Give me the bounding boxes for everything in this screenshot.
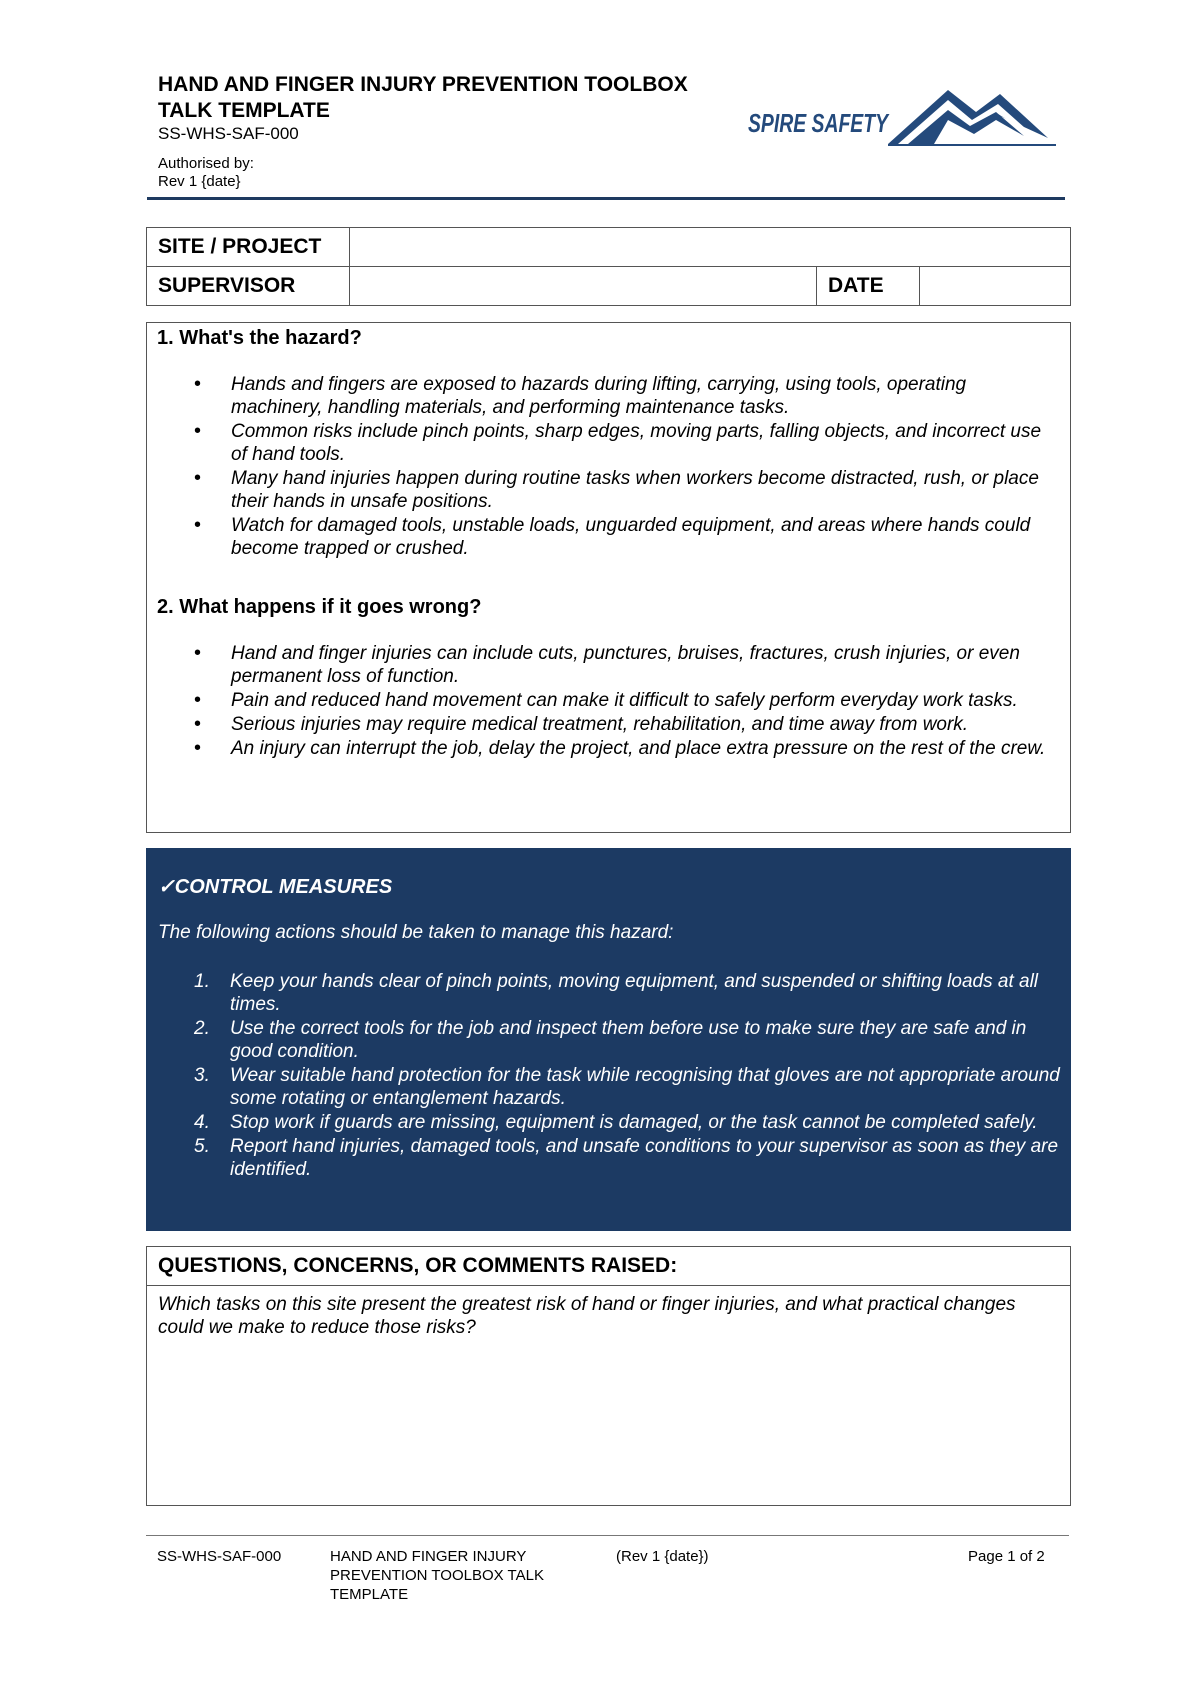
item-text: Report hand injuries, damaged tools, and unsafe conditions to your supervisor as soon as they are identified. bbox=[230, 1136, 1059, 1180]
list-item: • Common risks include pinch points, sharp edges, moving parts, falling objects, and incorrect use of hand tools. bbox=[231, 420, 1070, 466]
hazard-list bbox=[147, 373, 1070, 560]
list-item bbox=[194, 1017, 1060, 1063]
consequence-section bbox=[146, 592, 1071, 833]
control-measures-title: ✓CONTROL MEASURES bbox=[158, 876, 393, 898]
footer-divider bbox=[146, 1535, 1069, 1536]
consequence-list bbox=[147, 642, 1070, 760]
document-header bbox=[158, 72, 1068, 202]
item-number: 5. bbox=[194, 1136, 210, 1157]
list-item: • Serious injuries may require medical treatment, rehabilitation, and time away from work. bbox=[231, 713, 1070, 736]
item-number: 2. bbox=[194, 1018, 210, 1039]
document-title bbox=[158, 72, 758, 124]
header-divider bbox=[147, 197, 1065, 200]
site-project-field[interactable] bbox=[350, 228, 1071, 267]
item-text: Wear suitable hand protection for the task while recognising that gloves are not appropriate around some rotating or entanglement hazards. bbox=[230, 1065, 1060, 1109]
title-line-2: TALK TEMPLATE bbox=[158, 99, 330, 122]
control-measures-intro: The following actions should be taken to manage this hazard: bbox=[158, 922, 674, 943]
hazard-section bbox=[146, 322, 1071, 594]
list-item: • Pain and reduced hand movement can make it difficult to safely perform everyday work tasks. bbox=[231, 689, 1070, 712]
footer-revision: (Rev 1 {date}) bbox=[616, 1548, 709, 1565]
site-row bbox=[147, 228, 1071, 267]
item-number: 3. bbox=[194, 1065, 210, 1086]
list-item: • Hand and finger injuries can include cuts, punctures, bruises, fractures, crush injuries, or even permanent loss of function. bbox=[231, 642, 1070, 688]
list-item bbox=[194, 1111, 1060, 1134]
site-info-table bbox=[146, 227, 1071, 306]
list-item: • An injury can interrupt the job, delay the project, and place extra pressure on the rest of the crew. bbox=[231, 737, 1070, 760]
authorisation-block bbox=[158, 155, 254, 191]
supervisor-row bbox=[147, 267, 1071, 306]
control-measures-panel bbox=[146, 848, 1071, 1231]
questions-prompt[interactable]: Which tasks on this site present the greatest risk of hand or finger injuries, and what practical changes could we make to reduce those risks? bbox=[158, 1294, 1016, 1338]
questions-section bbox=[146, 1246, 1071, 1506]
hazard-heading: 1. What's the hazard? bbox=[157, 327, 362, 349]
item-text: Stop work if guards are missing, equipment is damaged, or the task cannot be completed safely. bbox=[230, 1112, 1038, 1133]
authorised-by: Authorised by: bbox=[158, 155, 254, 172]
questions-heading: QUESTIONS, CONCERNS, OR COMMENTS RAISED: bbox=[147, 1247, 1070, 1286]
site-project-label: SITE / PROJECT bbox=[147, 228, 350, 267]
consequence-heading: 2. What happens if it goes wrong? bbox=[157, 596, 482, 618]
list-item bbox=[194, 1064, 1060, 1110]
item-number: 4. bbox=[194, 1112, 210, 1133]
revision: Rev 1 {date} bbox=[158, 173, 241, 190]
control-measures-list bbox=[146, 970, 1060, 1182]
footer-code: SS-WHS-SAF-000 bbox=[157, 1548, 282, 1565]
list-item: • Watch for damaged tools, unstable loads, unguarded equipment, and areas where hands could become trapped or crushed. bbox=[231, 514, 1070, 560]
list-item: • Many hand injuries happen during routine tasks when workers become distracted, rush, or place their hands in unsafe positions. bbox=[231, 467, 1070, 513]
list-item: • Hands and fingers are exposed to hazards during lifting, carrying, using tools, operating machinery, handling materials, and performing maintenance tasks. bbox=[231, 373, 1070, 419]
list-item bbox=[194, 970, 1060, 1016]
item-number: 1. bbox=[194, 971, 210, 992]
list-item bbox=[194, 1135, 1060, 1181]
supervisor-label: SUPERVISOR bbox=[147, 267, 350, 306]
item-text: Keep your hands clear of pinch points, moving equipment, and suspended or shifting loads at all times. bbox=[230, 971, 1039, 1015]
item-text: Use the correct tools for the job and inspect them before use to make sure they are safe and in good condition. bbox=[230, 1018, 1027, 1062]
date-field[interactable] bbox=[920, 267, 1071, 306]
footer-title: HAND AND FINGER INJURY PREVENTION TOOLBOX TALK TEMPLATE bbox=[330, 1548, 544, 1603]
date-label: DATE bbox=[817, 267, 920, 306]
title-line-1: HAND AND FINGER INJURY PREVENTION TOOLBOX bbox=[158, 73, 688, 96]
page-number: Page 1 of 2 bbox=[968, 1548, 1045, 1565]
spire-safety-logo bbox=[748, 86, 1058, 146]
logo-text: SPIRE SAFETY bbox=[748, 108, 890, 138]
document-code: SS-WHS-SAF-000 bbox=[158, 124, 299, 143]
supervisor-field[interactable] bbox=[350, 267, 817, 306]
